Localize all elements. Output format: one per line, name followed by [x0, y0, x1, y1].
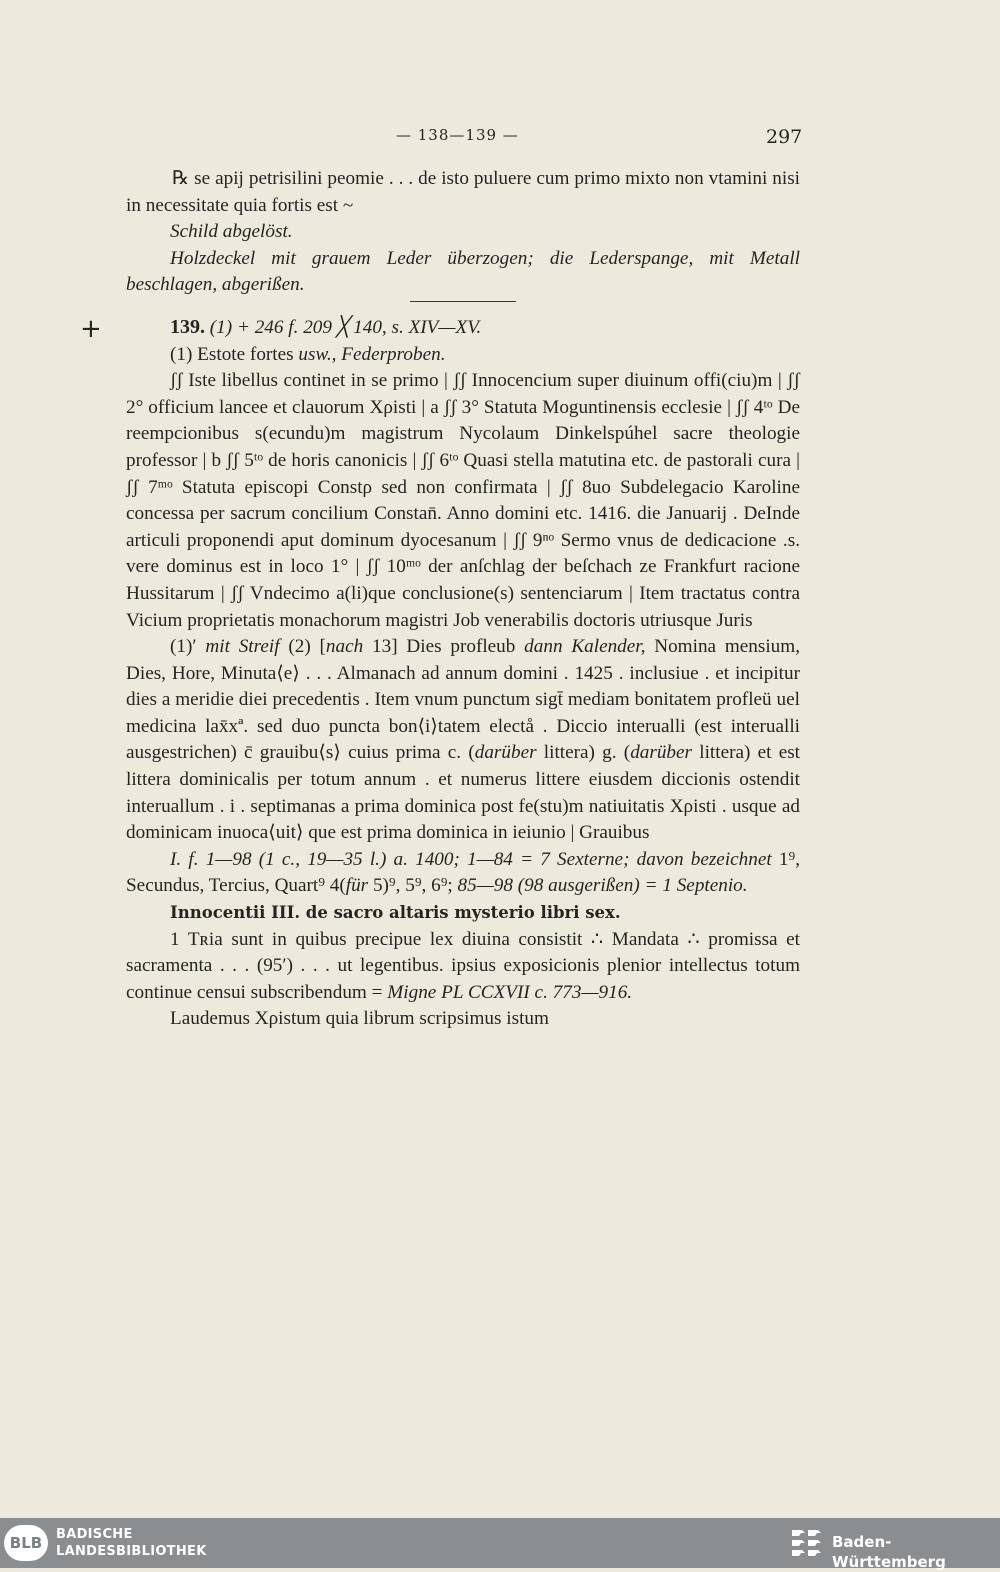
- incipit-text: 1 Tʀia sunt in quibus precipue lex diuina consistit ∴ Mandata ∴ promissa et sacramenta . . . (95′) . . . ut legentibus. ipsius exposicionis plenior intellectus totum continue censui subscribendum =: [126, 928, 800, 1003]
- institution-name: [56, 1526, 207, 1560]
- text-line-recipe: ℞ se apij petrisilini peomie . . . de isto puluere cum primo mixto non vtamini nisi in necessitate quia fortis est ~: [126, 168, 800, 216]
- calendar-part-c: (2) [: [288, 636, 326, 658]
- running-head: — 138—139 —: [396, 126, 519, 144]
- entry-heading: [126, 314, 800, 342]
- work-title-line: [126, 900, 800, 927]
- section-divider: [410, 301, 516, 302]
- work-title: Innocentii III. de sacro altaris mysterio libri sex.: [170, 903, 621, 923]
- institution-line-1: BADISCHE: [56, 1527, 133, 1542]
- entry-number: 139.: [170, 315, 205, 338]
- collation-part-b: 1⁹, Secundus, Tercius, Quart⁹ 4(: [126, 848, 800, 897]
- page-number: 297: [766, 126, 803, 148]
- paragraph-calendar: [126, 634, 800, 847]
- calendar-part-j: littera) g. (: [543, 742, 631, 764]
- estote-note: usw., Federproben.: [298, 343, 446, 365]
- paragraph-incipit: [126, 927, 800, 1007]
- paragraph-contents: ʃʃ Iste libellus continet in se primo | ʃʃ Innocencium super diuinum offi(ciu)m | ʃʃ 2° officium lancee et clauorum Xρisti | a ʃʃ 3° Statuta Moguntinensis ecclesie | ʃʃ 4ᵗᵒ De reempcionibus s(ecundu)m magistrum Nycolaum Dinkelspúhel sacre theologie professor | b ʃʃ 5ᵗᵒ de horis canonicis | ʃʃ 6ᵗᵒ Quasi stella matutina etc. de pastorali cura | ʃʃ 7ᵐᵒ Statuta episcopi Constρ sed non confirmata | ʃʃ 8uo Subdelegacio Karoline concessa per sacrum concilium Constan̄. Anno domini etc. 1416. die Januarij . DeInde articuli proponendi aput dominum dyocesanum | ʃʃ 9ⁿᵒ Sermo vnus de dedicacione .s. vere dominus est in loco 1° | ʃʃ 10ᵐᵒ der anſchlag der beſchach ze Frankfurt racione Hussitarum | ʃʃ Vndecimo a(li)que conclusione(s) sentenciarum | Item tractatus contra Vicium proprietatis monachorum magistri Job venerabilis doctoris utriusque Juris: [126, 370, 800, 631]
- calendar-part-i: darüber: [474, 742, 537, 764]
- estote-text: (1) Estote fortes: [170, 343, 294, 365]
- paragraph-estote: [126, 342, 800, 369]
- collation-part-d: 5)⁹, 5⁹, 6⁹;: [372, 875, 453, 897]
- collation-part-a: I. f. 1—98 (1 c., 19—35 l.) a. 1400; 1—84 = 7 Sexterne; davon bezeichnet: [170, 848, 772, 870]
- incipit-reference: Migne PL CCXVII c. 773—916.: [387, 981, 633, 1003]
- state-name[interactable]: Baden-Württemberg: [832, 1533, 946, 1571]
- collation-part-c: für: [345, 875, 369, 897]
- calendar-part-h: ausgestrichen) c̄ grauibu⟨s⟩ cuius prima c. (: [126, 742, 475, 764]
- note-shield: Schild abgelöst.: [170, 221, 293, 243]
- blb-logo[interactable]: BLB: [4, 1525, 48, 1561]
- calendar-part-f: dann Kalender,: [524, 636, 646, 658]
- text-block: [126, 166, 800, 1033]
- paragraph-colophon: Laudemus Xρistum quia librum scripsimus istum: [170, 1008, 549, 1030]
- entry-description: (1) + 246 f. 209 ╳ 140, s. XIV—XV.: [209, 316, 482, 338]
- calendar-part-d: nach: [325, 636, 364, 658]
- calendar-part-a: (1)′: [170, 636, 197, 658]
- collation-part-e: 85—98 (98 ausgerißen) = 1 Septenio.: [457, 875, 748, 897]
- paragraph-collation: [126, 847, 800, 900]
- calendar-part-b: mit Streif: [205, 636, 280, 658]
- calendar-part-g: Nomina mensium, Dies, Hore, Minuta⟨e⟩ . . . Almanach ad annum domini . 1425 . inclusiue . et incipitur dies a meridie diei precedentis . Item vnum punctum sigt̄ mediam bonitatem profleü uel medicina lax̄xª. sed duo puncta bon⟨i⟩tatem electå . Diccio interualli (est interualli: [126, 636, 800, 737]
- state-crest-icon: [788, 1526, 824, 1560]
- calendar-part-e: 13] Dies profleub: [372, 636, 516, 658]
- note-binding: Holzdeckel mit grauem Leder überzogen; die Lederspange, mit Metall beschlagen, abgerißen.: [126, 247, 800, 296]
- footer-bar: [0, 1518, 1000, 1571]
- calendar-part-l: littera) et est littera dominicalis per totum annum . et numerus littere eiusdem diccionis ostendit interuallum . i . septimanas a prima dominica post fe(stu)m natiuitatis Xρisti . usque ad dominicam inuoca⟨uit⟩ que est prima dominica in ieiunio | Grauibus: [126, 742, 801, 844]
- margin-cross-mark: +: [80, 314, 102, 344]
- institution-line-2: LANDESBIBLIOTHEK: [56, 1544, 207, 1559]
- calendar-part-k: darüber: [630, 742, 693, 764]
